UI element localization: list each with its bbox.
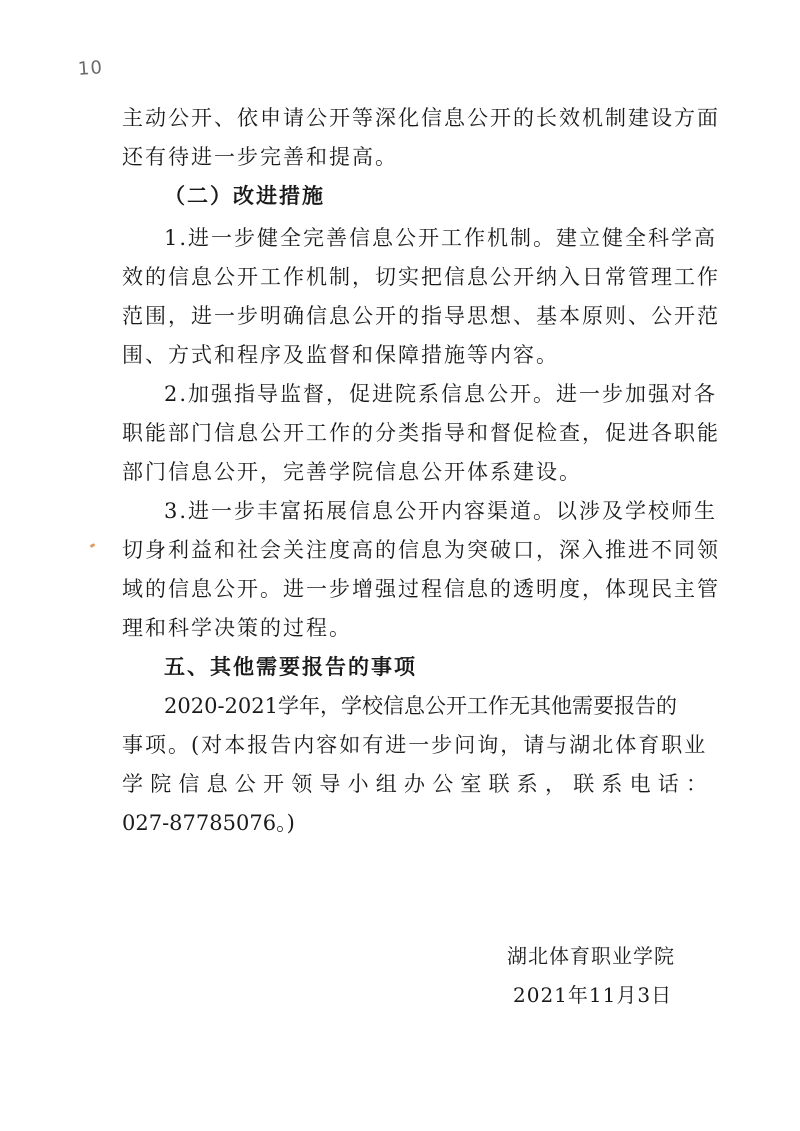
signature-organization: 湖北体育职业学院 xyxy=(507,944,675,968)
section-heading-other-matters: 五、其他需要报告的事项 xyxy=(164,654,417,679)
section-heading-improvement: （二）改进措施 xyxy=(164,183,325,208)
measure-1-line-4: 围、方式和程序及监督和保障措施等内容。 xyxy=(122,343,559,367)
measure-2-line-1: 2.加强指导监督，促进院系信息公开。进一步加强对各 xyxy=(164,382,718,406)
other-matters-line-2: 事项。(对本报告内容如有进一步问询，请与湖北体育职业 xyxy=(122,733,708,757)
stray-ink-mark xyxy=(90,543,96,548)
measure-3-line-3: 域的信息公开。进一步增强过程信息的透明度，体现民主管 xyxy=(122,577,720,601)
page-number: 10 xyxy=(77,57,104,80)
measure-3-line-1: 3.进一步丰富拓展信息公开内容渠道。以涉及学校师生 xyxy=(164,499,718,523)
measure-1-line-1: 1.进一步健全完善信息公开工作机制。建立健全科学高 xyxy=(164,226,718,250)
measure-2-line-2: 职能部门信息公开工作的分类指导和督促检查，促进各职能 xyxy=(122,421,720,445)
measure-2-line-3: 部门信息公开，完善学院信息公开体系建设。 xyxy=(122,460,582,484)
measure-3-line-4: 理和科学决策的过程。 xyxy=(122,616,352,640)
signature-date: 2021年11月3日 xyxy=(513,983,673,1007)
other-matters-line-3: 学院信息公开领导小组办公室联系，联系电话： xyxy=(122,772,715,796)
measure-3-line-2: 切身利益和社会关注度高的信息为突破口，深入推进不同领 xyxy=(122,538,720,562)
body-line-2: 还有待进一步完善和提高。 xyxy=(122,145,398,169)
other-matters-line-1: 2020-2021学年，学校信息公开工作无其他需要报告的 xyxy=(164,694,677,718)
measure-1-line-3: 范围，进一步明确信息公开的指导思想、基本原则、公开范 xyxy=(122,304,720,328)
contact-phone-line: 027-87785076。) xyxy=(122,811,295,835)
measure-1-line-2: 效的信息公开工作机制，切实把信息公开纳入日常管理工作 xyxy=(122,265,720,289)
body-line-1: 主动公开、依申请公开等深化信息公开的长效机制建设方面 xyxy=(122,106,720,130)
